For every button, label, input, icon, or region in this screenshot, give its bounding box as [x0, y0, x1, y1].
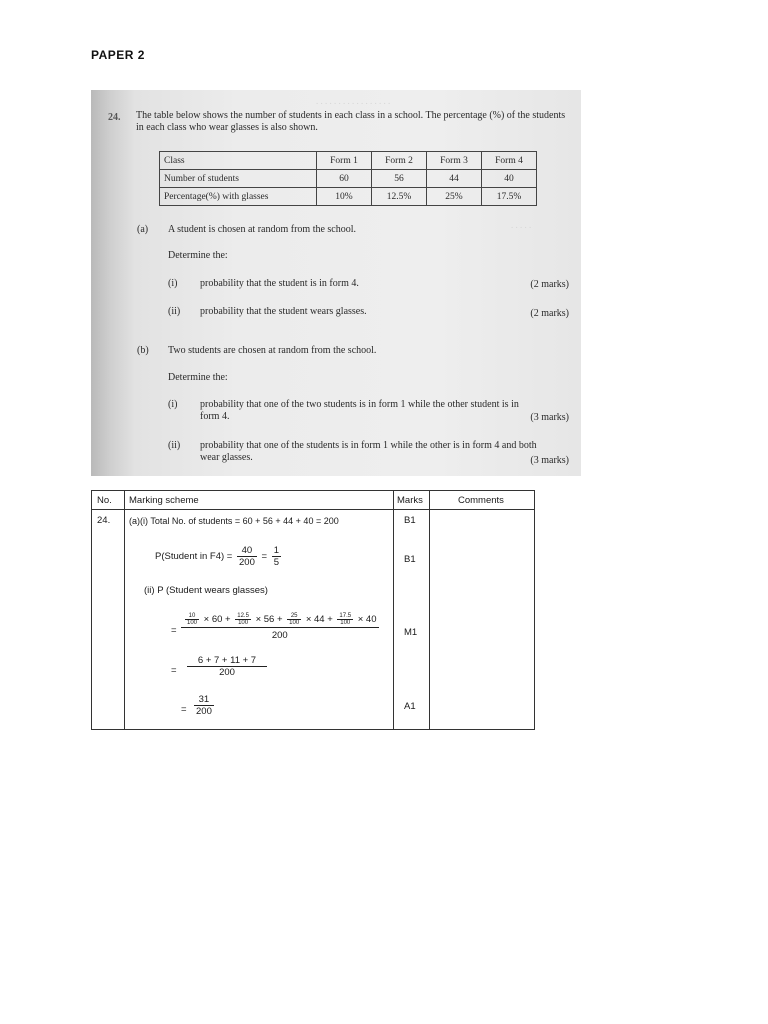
fraction [237, 545, 257, 568]
fraction [187, 655, 267, 678]
table-cell: Form 1 [317, 152, 372, 170]
part-a-text: A student is chosen at random from the school. [168, 224, 357, 235]
column-divider [124, 491, 125, 729]
p-f4-lhs: P(Student in F4) = [155, 551, 233, 563]
equals-sign: = [171, 625, 177, 636]
students-table [159, 151, 537, 206]
numerator: 31 [194, 694, 214, 706]
part-a-label: (a) [137, 224, 149, 235]
part-a-determine: Determine the: [168, 250, 228, 261]
scanned-question: . . . . . . . . . . . . . . . . . . . . . . 24. The table below shows the number of students in each class in a school. The percentage (%) of the students in each class who wear glasses is also shown. Class Form 1 Form 2 Form 3 Form 4 Number of students 60 56 44 40 Percentage(%) with glasses 10% 12.5% 25% 17.5% (a) A student is chosen at random from the school. Determine the: (i) probability that the student is in form 4. (2 marks) (ii) probability that the student wears glasses. (2 marks) (b) Two students are chosen at random from the school. Determine the: (i) probability that one of the two students is in form 1 while the other student is in form 4. (3 marks) (ii) probability that one of the students is in form 1 while the other is in form 4 and both wear glasses. (3 marks) [91, 90, 581, 476]
calc-denominator: 200 [271, 630, 288, 641]
denominator: 200 [196, 706, 212, 717]
part-a-ii-text: probability that the student wears glasses. [200, 306, 367, 317]
numerator: 10 [185, 613, 199, 620]
part-b-text: Two students are chosen at random from the school. [168, 345, 377, 356]
fraction [235, 613, 251, 626]
mark-a1: A1 [404, 701, 416, 712]
part-b-ii-text-1: probability that one of the students is in form 1 while the other is in form 4 and both [200, 440, 537, 451]
table-cell: 60 [317, 170, 372, 188]
scheme-header-scheme: Marking scheme [129, 495, 199, 506]
calc-term: × 40 [357, 614, 377, 626]
scheme-total-line: (a)(i) Total No. of students = 60 + 56 + 44 + 40 = 200 [129, 516, 339, 526]
mark-b1-b: B1 [404, 554, 416, 565]
table-cell: Number of students [160, 170, 317, 188]
part-a-ii-marks: (2 marks) [530, 308, 569, 319]
answer-fraction [192, 694, 216, 717]
part-b-ii-marks: (3 marks) [530, 455, 569, 466]
fraction [337, 613, 353, 626]
denominator: 5 [273, 557, 279, 568]
part-a-ii-label: (ii) [168, 306, 181, 317]
part-b-i-marks: (3 marks) [530, 412, 569, 423]
denominator: 100 [187, 620, 198, 626]
table-cell: 12.5% [372, 188, 427, 206]
calc-term: × 56 + [255, 614, 283, 626]
numerator: 40 [237, 545, 257, 557]
fraction [272, 545, 281, 568]
question-intro: The table below shows the number of students in each class in a school. The percentage (%) of the students in each class who wear glasses is also shown. [136, 110, 566, 133]
table-cell: Class [160, 152, 317, 170]
denominator: 200 [239, 557, 255, 568]
simplified-fraction [185, 655, 269, 678]
table-cell: 56 [372, 170, 427, 188]
part-b-label: (b) [137, 345, 149, 356]
numerator: 1 [273, 545, 279, 556]
table-cell: Form 4 [482, 152, 537, 170]
marking-scheme-table [91, 490, 535, 730]
scheme-ii-line: (ii) P (Student wears glasses) [144, 585, 268, 596]
column-divider [393, 491, 394, 729]
table-cell: 10% [317, 188, 372, 206]
fraction [194, 694, 214, 717]
table-cell: 44 [427, 170, 482, 188]
part-b-i-text-2: form 4. [200, 411, 230, 422]
table-row [160, 188, 537, 206]
part-b-ii-label: (ii) [168, 440, 181, 451]
scheme-header-no: No. [97, 495, 112, 506]
table-row [160, 152, 537, 170]
equals-sign: = [171, 665, 177, 676]
denominator: 100 [340, 620, 351, 626]
numerator: 6 + 7 + 11 + 7 [187, 655, 267, 667]
part-a-i-text: probability that the student is in form 4. [200, 278, 359, 289]
part-b-i-label: (i) [168, 399, 178, 410]
p-f4-line [155, 545, 283, 568]
equals-sign: = [181, 704, 187, 715]
numerator: 12.5 [237, 613, 249, 619]
denominator: 200 [219, 667, 235, 678]
part-b-i-text-1: probability that one of the two students is in form 1 while the other student is in [200, 399, 519, 410]
table-cell: Form 2 [372, 152, 427, 170]
part-b-determine: Determine the: [168, 372, 228, 383]
fraction [185, 613, 199, 626]
equals-sign: = [261, 551, 268, 563]
scheme-header-comments: Comments [458, 495, 504, 506]
mark-b1-a: B1 [404, 515, 416, 526]
glasses-calculation [181, 613, 379, 641]
part-a-i-label: (i) [168, 278, 178, 289]
table-cell: Form 3 [427, 152, 482, 170]
calc-term: × 60 + [203, 614, 231, 626]
mark-m1: M1 [404, 627, 418, 638]
table-cell: 17.5% [482, 188, 537, 206]
fraction [287, 613, 301, 626]
numerator: 17.5 [339, 613, 352, 619]
part-a-i-marks: (2 marks) [530, 279, 569, 290]
table-cell: Percentage(%) with glasses [160, 188, 317, 206]
scheme-question-no: 24. [97, 515, 111, 526]
denominator: 100 [238, 620, 249, 626]
table-row [160, 170, 537, 188]
table-cell: 25% [427, 188, 482, 206]
part-b-ii-text-2: wear glasses. [200, 452, 253, 463]
numerator: 25 [287, 613, 301, 620]
scheme-header-marks: Marks [397, 495, 423, 506]
column-divider [429, 491, 430, 729]
paper-label: PAPER 2 [91, 48, 145, 62]
table-cell: 40 [482, 170, 537, 188]
header-divider [92, 509, 534, 510]
question-number: 24. [108, 112, 121, 123]
calc-term: × 44 + [305, 614, 333, 626]
denominator: 100 [289, 620, 300, 626]
